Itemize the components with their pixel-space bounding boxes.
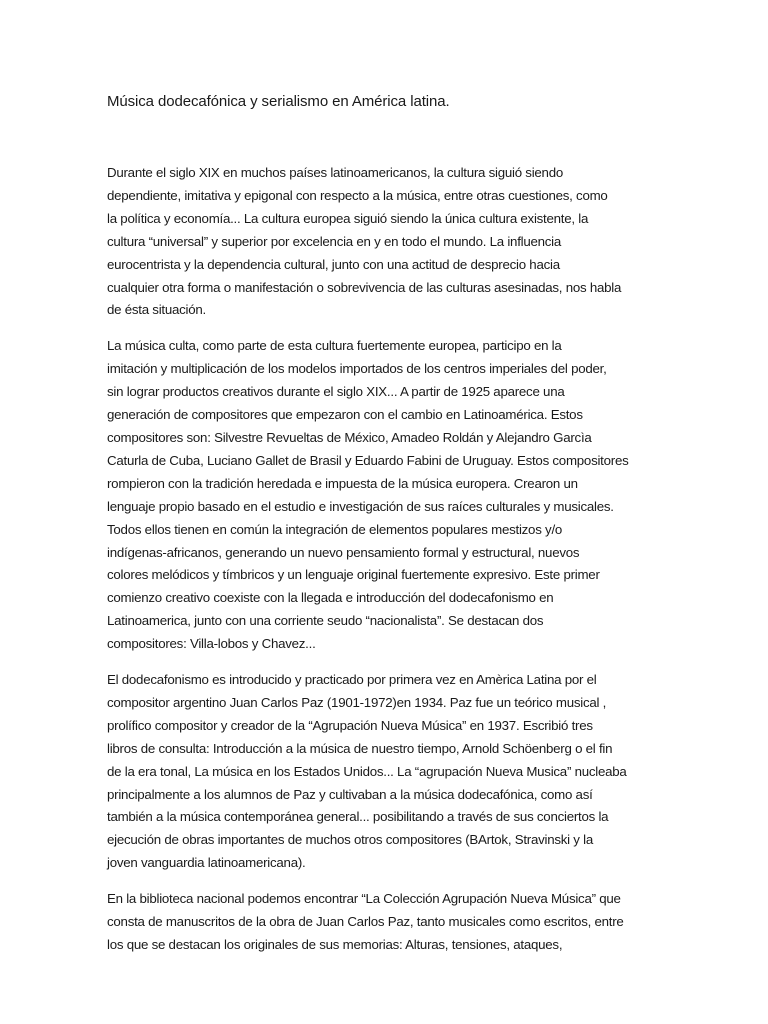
text-line: de la era tonal, La música en los Estados Unidos... La “agrupación Nueva Musica” nucleaba bbox=[107, 763, 627, 779]
text-line: joven vanguardia latinoamericana). bbox=[107, 855, 306, 871]
text-line: también a la música contemporánea general... posibilitando a través de sus conciertos la bbox=[107, 809, 609, 825]
text-line: Todos ellos tienen en común la integración de elementos populares mestizos y/o bbox=[107, 521, 563, 537]
text-line: principalmente a los alumnos de Paz y cultivaban a la música dodecafónica, como así bbox=[107, 786, 593, 802]
document-body bbox=[107, 162, 667, 970]
text-line: de ésta situación. bbox=[107, 302, 206, 318]
text-line: indígenas-africanos, generando un nuevo pensamiento formal y estructural, nuevos bbox=[107, 544, 580, 560]
text-line: generación de compositores que empezaron con el cambio en Latinoamérica. Estos bbox=[107, 407, 583, 423]
text-line: colores melódicos y tímbricos y un lenguaje original fuertemente expresivo. Este primer bbox=[107, 567, 600, 583]
text-line: imitación y multiplicación de los modelos importados de los centros imperiales del poder, bbox=[107, 361, 607, 377]
text-line: El dodecafonismo es introducido y practicado por primera vez en Amèrica Latina por el bbox=[107, 672, 597, 688]
paragraph bbox=[107, 669, 667, 875]
text-line: prolífico compositor y creador de la “Agrupación Nueva Música” en 1937. Escribió tres bbox=[107, 717, 593, 733]
document-title: Música dodecafónica y serialismo en América latina. bbox=[107, 93, 450, 110]
text-line: compositores: Villa-lobos y Chavez... bbox=[107, 636, 316, 652]
text-line: dependiente, imitativa y epigonal con respecto a la música, entre otras cuestiones, como bbox=[107, 187, 608, 203]
text-line: sin lograr productos creativos durante el siglo XIX... A partir de 1925 aparece una bbox=[107, 384, 565, 400]
text-line: compositor argentino Juan Carlos Paz (1901-1972)en 1934. Paz fue un teórico musical , bbox=[107, 694, 607, 710]
text-line: rompieron con la tradición heredada e impuesta de la música europera. Crearon un bbox=[107, 475, 578, 491]
text-line: Durante el siglo XIX en muchos países latinoamericanos, la cultura siguió siendo bbox=[107, 165, 563, 180]
text-line: la política y economía... La cultura europea siguió siendo la única cultura existente, la bbox=[107, 210, 589, 226]
paragraph bbox=[107, 162, 667, 322]
text-line: Caturla de Cuba, Luciano Gallet de Brasil y Eduardo Fabini de Uruguay. Estos compositores bbox=[107, 452, 629, 468]
text-line: cualquier otra forma o manifestación o sobrevivencia de las culturas asesinadas, nos habla bbox=[107, 279, 622, 295]
text-line: comienzo creativo coexiste con la llegada e introducción del dodecafonismo en bbox=[107, 590, 554, 606]
text-line: ejecución de obras importantes de muchos otros compositores (BArtok, Stravinski y la bbox=[107, 832, 593, 848]
text-line: En la biblioteca nacional podemos encontrar “La Colección Agrupación Nueva Música” que bbox=[107, 891, 621, 907]
text-line: La música culta, como parte de esta cultura fuertemente europea, participo en la bbox=[107, 338, 562, 354]
text-line: compositores son: Silvestre Revueltas de México, Amadeo Roldán y Alejandro Garcìa bbox=[107, 429, 592, 445]
text-line: lenguaje propio basado en el estudio e investigación de sus raíces culturales y musicales. bbox=[107, 498, 614, 514]
text-line: libros de consulta: Introducción a la música de nuestro tiempo, Arnold Schöenberg o el fin bbox=[107, 740, 613, 756]
text-line: consta de manuscritos de la obra de Juan Carlos Paz, tanto musicales como escritos, entre bbox=[107, 914, 624, 930]
text-line: Latinoamerica, junto con una corriente seudo “nacionalista”. Se destacan dos bbox=[107, 613, 544, 629]
text-line: cultura “universal” y superior por excelencia en y en todo el mundo. La influencia bbox=[107, 233, 562, 249]
paragraph bbox=[107, 888, 667, 957]
text-line: los que se destacan los originales de sus memorias: Alturas, tensiones, ataques, bbox=[107, 937, 563, 952]
text-line: eurocentrista y la dependencia cultural, junto con una actitud de desprecio hacia bbox=[107, 256, 560, 272]
paragraph bbox=[107, 335, 667, 656]
